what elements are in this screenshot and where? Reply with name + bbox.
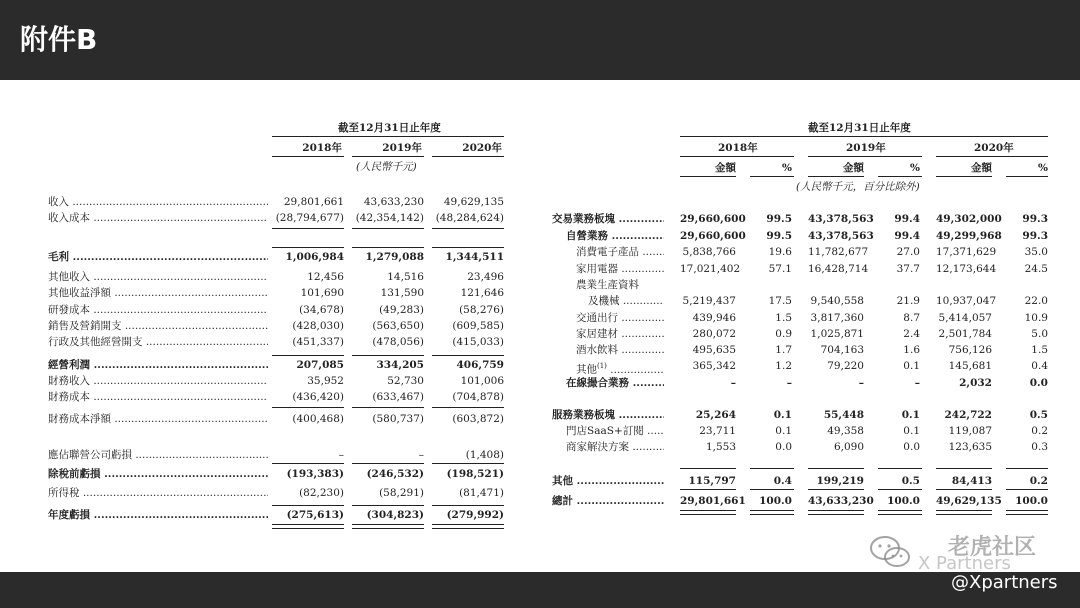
cell-value: 131,590 — [380, 287, 424, 299]
row-label-text: 總計 — [552, 495, 573, 507]
amount-value: 2,032 — [959, 377, 992, 389]
amount-value: 29,660,600 — [680, 213, 746, 225]
row-label — [566, 440, 664, 454]
row-label: 應佔聯營公司虧損 ..... — [48, 448, 268, 462]
amount-value: 756,126 — [948, 344, 992, 356]
amount-value: 123,635 — [948, 441, 992, 453]
cell-value: (415,033) — [452, 336, 504, 348]
cell-value: 101,690 — [300, 287, 344, 299]
pct-value: 24.5 — [1024, 263, 1048, 275]
row-label: 經營利潤 ..... — [48, 358, 268, 372]
cell-value: (275,613) — [286, 509, 344, 521]
amount-value: 3,817,360 — [810, 312, 864, 324]
cell-value: (428,030) — [292, 320, 344, 332]
row-label-text: 自營業務 — [566, 230, 608, 242]
year-header: 2018年 — [718, 142, 758, 154]
cell-value: (246,532) — [366, 468, 424, 480]
row-label-text: 在線撮合業務 — [566, 377, 629, 389]
pct-value: 0.5 — [901, 475, 920, 487]
row-label: 研發成本 ..... — [48, 303, 268, 317]
amount-value: 6,090 — [833, 441, 864, 453]
cell-value: 1,344,511 — [445, 251, 504, 263]
amount-value: 704,163 — [820, 344, 864, 356]
pct-header: % — [1038, 162, 1048, 174]
pct-value: 0.0 — [903, 441, 920, 453]
row-label: 收入 ..... — [48, 195, 268, 209]
cell-value: (58,291) — [379, 487, 424, 499]
row-label — [576, 311, 664, 325]
cell-value: 1,006,984 — [285, 251, 344, 263]
amount-value: – — [858, 377, 864, 389]
cell-value: 35,952 — [307, 375, 344, 387]
pct-value: 35.0 — [1024, 246, 1048, 258]
pct-value: 0.2 — [1029, 475, 1048, 487]
row-label — [552, 212, 664, 226]
pct-value: – — [914, 377, 920, 389]
cell-value: 43,633,230 — [363, 196, 424, 208]
row-label: 毛利 ..... — [48, 250, 268, 264]
watermark-handle: @Xpartners — [951, 572, 1058, 593]
pct-value: 1.2 — [775, 360, 792, 372]
amount-value: 242,722 — [944, 409, 992, 421]
row-label-text: 商家解決方案 — [566, 441, 629, 453]
unit-label: (人民幣千元) — [356, 161, 417, 173]
watermark-brand: 老虎社区 — [948, 535, 1037, 560]
pct-value: 57.1 — [768, 263, 792, 275]
cell-value: (580,737) — [372, 413, 424, 425]
row-label — [552, 474, 664, 488]
period-header: 截至12月31日止年度 — [338, 122, 441, 134]
cell-value: 49,629,135 — [443, 196, 504, 208]
row-label-text: 門店SaaS+訂閱 — [566, 425, 644, 437]
pct-header: % — [782, 162, 792, 174]
cell-value: 101,006 — [460, 375, 504, 387]
row-label-text: 農業生產資料 — [576, 279, 639, 291]
cell-value: 121,646 — [460, 287, 504, 299]
amount-value: 2,501,784 — [938, 328, 992, 340]
row-label: 其他收益淨額 ..... — [48, 286, 268, 300]
pct-value: 99.4 — [894, 213, 920, 225]
row-label — [576, 262, 664, 276]
row-label-text: 其他 — [552, 475, 573, 487]
cell-value: 334,205 — [376, 359, 424, 371]
pct-value: 0.1 — [903, 360, 920, 372]
amount-value: 115,797 — [688, 475, 736, 487]
pct-value: 0.1 — [773, 409, 792, 421]
cell-value: (42,354,142) — [355, 212, 424, 224]
cell-value: (451,337) — [292, 336, 344, 348]
row-label: 所得稅 ..... — [48, 486, 268, 500]
cell-value: – — [338, 449, 344, 461]
row-label — [576, 359, 664, 377]
cell-value: (279,992) — [446, 509, 504, 521]
cell-value: (400,468) — [292, 413, 344, 425]
pct-value: 100.0 — [759, 495, 792, 507]
pct-header: % — [910, 162, 920, 174]
pct-value: 37.7 — [896, 263, 920, 275]
period-header: 截至12月31日止年度 — [808, 122, 911, 134]
row-label-text: 及機械 — [588, 295, 620, 307]
row-label: 收入成本 ..... — [48, 211, 268, 225]
amount-value: 119,087 — [948, 425, 992, 437]
cell-value: (633,467) — [372, 391, 424, 403]
row-label — [566, 229, 664, 243]
cell-value: 14,516 — [387, 271, 424, 283]
row-label-text: 酒水飲料 — [576, 344, 618, 356]
pct-value: 27.0 — [896, 246, 920, 258]
row-label: 其他收入 ..... — [48, 270, 268, 284]
pct-value: 17.5 — [768, 295, 792, 307]
row-label-text: 交通出行 — [576, 312, 618, 324]
pct-value: 0.0 — [775, 441, 792, 453]
pct-value: 100.0 — [887, 495, 920, 507]
cell-value: (58,276) — [459, 304, 504, 316]
pct-value: 99.3 — [1022, 213, 1048, 225]
row-label: 財務成本 ..... — [48, 390, 268, 404]
pct-value: 0.4 — [1031, 360, 1048, 372]
amount-value: 43,378,563 — [808, 213, 874, 225]
amount-value: – — [730, 377, 736, 389]
watermark-partner: X Partners — [918, 553, 1011, 574]
unit-label: (人民幣千元，百分比除外) — [796, 181, 920, 193]
amount-value: 17,021,402 — [680, 263, 741, 275]
row-label: 行政及其他經營開支 ..... — [48, 335, 268, 349]
pct-value: 99.4 — [894, 230, 920, 242]
amount-value: 495,635 — [692, 344, 736, 356]
cell-value: 29,801,661 — [283, 196, 344, 208]
year-header: 2018年 — [302, 142, 342, 154]
wechat-icon — [868, 532, 912, 572]
pct-value: 0.1 — [775, 425, 792, 437]
pct-value: 21.9 — [896, 295, 920, 307]
row-label-text: 服務業務板塊 — [552, 409, 615, 421]
pct-value: 1.5 — [1031, 344, 1048, 356]
amount-value: 5,838,766 — [682, 246, 736, 258]
amount-value: 16,428,714 — [808, 263, 869, 275]
pct-value: 22.0 — [1024, 295, 1048, 307]
pct-value: 100.0 — [1015, 495, 1048, 507]
pct-value: 19.6 — [768, 246, 792, 258]
amount-value: 55,448 — [823, 409, 864, 421]
cell-value: (563,650) — [372, 320, 424, 332]
pct-value: 10.9 — [1024, 312, 1048, 324]
cell-value: 406,759 — [456, 359, 504, 371]
cell-value: (81,471) — [459, 487, 504, 499]
amount-value: 5,219,437 — [682, 295, 736, 307]
row-label: 銷售及營銷開支 ..... — [48, 319, 268, 333]
amount-value: 365,342 — [692, 360, 736, 372]
year-header: 2019年 — [846, 142, 886, 154]
pct-value: 1.5 — [775, 312, 792, 324]
cell-value: 207,085 — [296, 359, 344, 371]
cell-value: 52,730 — [387, 375, 424, 387]
amount-header: 金額 — [843, 162, 864, 174]
cell-value: (82,230) — [299, 487, 344, 499]
cell-value: (34,678) — [299, 304, 344, 316]
year-header: 2020年 — [974, 142, 1014, 154]
row-label — [552, 408, 664, 422]
pct-value: 99.5 — [766, 230, 792, 242]
cell-value: (48,284,624) — [435, 212, 504, 224]
row-label — [588, 294, 664, 308]
row-label — [576, 278, 664, 292]
amount-value: 25,264 — [695, 409, 736, 421]
cell-value: 12,456 — [307, 271, 344, 283]
pct-value: 99.3 — [1022, 230, 1048, 242]
amount-value: 49,358 — [827, 425, 864, 437]
title-bar — [0, 0, 1080, 80]
amount-value: 145,681 — [948, 360, 992, 372]
row-label-text: 家用電器 — [576, 263, 618, 275]
amount-value: 29,660,600 — [680, 230, 746, 242]
cell-value: (436,420) — [292, 391, 344, 403]
cell-value: (704,878) — [452, 391, 504, 403]
cell-value: (609,585) — [452, 320, 504, 332]
row-label — [566, 376, 664, 390]
pct-value: 0.5 — [1029, 409, 1048, 421]
amount-header: 金額 — [971, 162, 992, 174]
amount-value: 49,302,000 — [936, 213, 1002, 225]
row-label-text: 交易業務板塊 — [552, 213, 615, 225]
pct-value: 1.6 — [903, 344, 920, 356]
amount-value: 12,173,644 — [936, 263, 997, 275]
pct-value: – — [786, 377, 792, 389]
pct-value: 2.4 — [903, 328, 920, 340]
row-label — [552, 494, 664, 508]
row-label: 財務收入 ..... — [48, 374, 268, 388]
row-label — [566, 424, 664, 438]
amount-value: 23,711 — [699, 425, 736, 437]
amount-value: 43,378,563 — [808, 230, 874, 242]
row-label — [576, 343, 664, 357]
pct-value: 0.0 — [1029, 377, 1048, 389]
footnote-marker: (1) — [597, 362, 607, 370]
amount-value: 199,219 — [816, 475, 864, 487]
pct-value: 8.7 — [903, 312, 920, 324]
amount-value: 29,801,661 — [680, 495, 746, 507]
amount-value: 11,782,677 — [808, 246, 869, 258]
pct-value: 0.1 — [903, 425, 920, 437]
amount-value: 9,540,558 — [810, 295, 864, 307]
cell-value: 23,496 — [467, 271, 504, 283]
pct-value: 1.7 — [775, 344, 792, 356]
amount-value: 439,946 — [692, 312, 736, 324]
amount-value: 17,371,629 — [936, 246, 997, 258]
pct-value: 99.5 — [766, 213, 792, 225]
amount-value: 10,937,047 — [936, 295, 997, 307]
row-label: 除稅前虧損 ..... — [48, 467, 268, 481]
row-label — [576, 245, 664, 259]
pct-value: 5.0 — [1031, 328, 1048, 340]
cell-value: (1,408) — [465, 449, 504, 461]
row-label: 年度虧損 ..... — [48, 508, 268, 522]
amount-value: 49,299,968 — [936, 230, 1002, 242]
row-label: 財務成本淨額 ..... — [48, 412, 268, 426]
pct-value: 0.9 — [775, 328, 792, 340]
amount-header: 金額 — [715, 162, 736, 174]
row-label — [576, 327, 664, 341]
amount-value: 1,553 — [705, 441, 736, 453]
footer-bar — [0, 572, 1080, 608]
amount-value: 84,413 — [951, 475, 992, 487]
cell-value: 1,279,088 — [365, 251, 424, 263]
cell-value: (49,283) — [379, 304, 424, 316]
page-title: 附件B — [20, 23, 98, 56]
row-label-text: 其他 — [576, 363, 597, 376]
pct-value: 0.2 — [1031, 425, 1048, 437]
amount-value: 49,629,135 — [936, 495, 1002, 507]
amount-value: 5,414,057 — [938, 312, 992, 324]
cell-value: – — [418, 449, 424, 461]
row-label-text: 家居建材 — [576, 328, 618, 340]
cell-value: (28,794,677) — [275, 212, 344, 224]
year-header: 2020年 — [462, 142, 502, 154]
pct-value: 0.4 — [773, 475, 792, 487]
cell-value: (603,872) — [452, 413, 504, 425]
cell-value: (198,521) — [446, 468, 504, 480]
pct-value: 0.1 — [901, 409, 920, 421]
cell-value: (478,056) — [372, 336, 424, 348]
amount-value: 79,220 — [827, 360, 864, 372]
amount-value: 1,025,871 — [810, 328, 864, 340]
pct-value: 0.3 — [1031, 441, 1048, 453]
cell-value: (193,383) — [286, 468, 344, 480]
cell-value: (304,823) — [366, 509, 424, 521]
row-label-text: 消費電子產品 — [576, 246, 639, 258]
amount-value: 43,633,230 — [808, 495, 874, 507]
amount-value: 280,072 — [692, 328, 736, 340]
year-header: 2019年 — [382, 142, 422, 154]
